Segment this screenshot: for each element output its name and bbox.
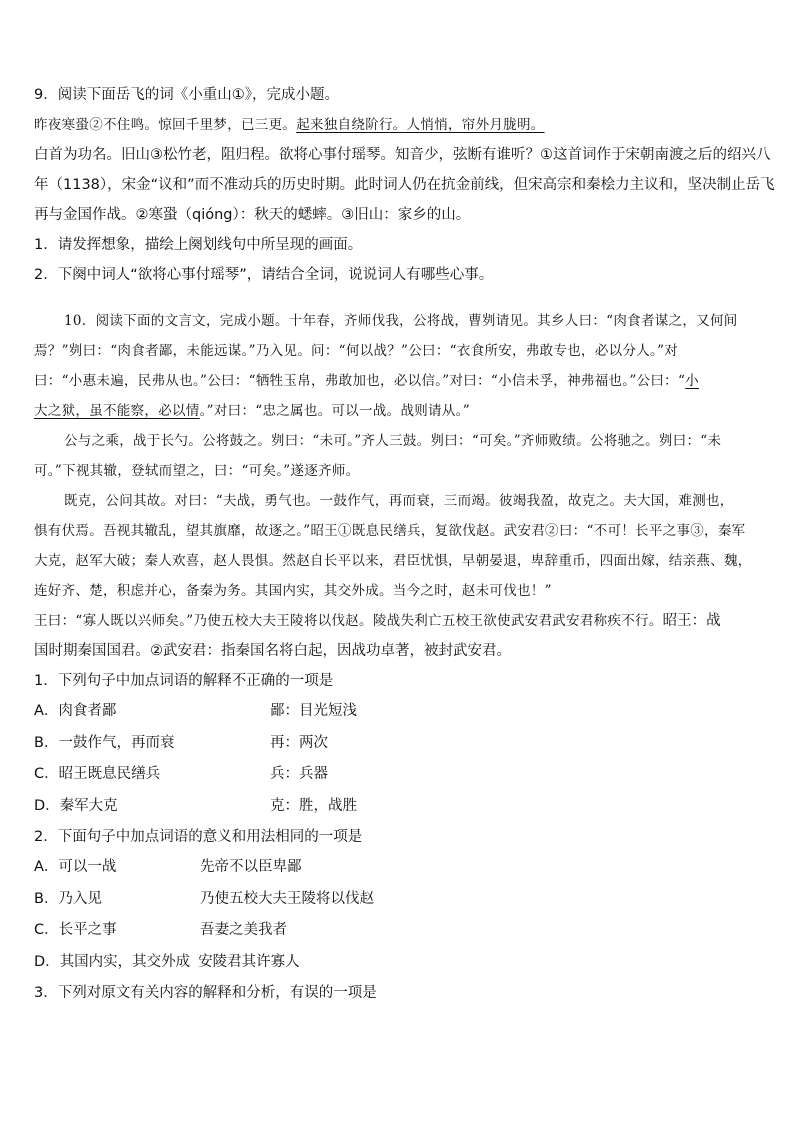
option-compare: 吾妻之美我者 bbox=[200, 922, 287, 938]
q10-q2-option-b[interactable] bbox=[34, 884, 760, 916]
q9-question-2: 2．下阕中词人“欲将心事付瑶琴”，请结合全词，说说词人有哪些心事。 bbox=[34, 267, 494, 283]
option-gloss: 兵：兵器 bbox=[270, 766, 328, 782]
option-text: C．昭王既息民缮兵 bbox=[34, 766, 161, 782]
q10-p3-line-3: 大克，赵军大破；秦人欢喜，赵人畏惧。然赵自长平以来，君臣忧惧，早朝晏退，卑辞重币，四面出嫁，结亲燕、魏， bbox=[34, 553, 752, 569]
q10-p1-underlined: 大之狱，虽不能察，必以情 bbox=[34, 403, 200, 419]
q10-p2-line-1: 公与之乘，战于长勺。公将鼓之。刿曰：“未可。”齐人三鼓。刿曰：“可矣。”齐师败绩。公将驰之。刿曰：“未 bbox=[64, 433, 722, 449]
q10-p4-line-1 bbox=[34, 606, 760, 636]
option-text: D．秦军大克 bbox=[34, 797, 118, 814]
q10-p3-line-2: 惧有伏焉。吾视其辙乱，望其旗靡，故逐之。”昭王①既息民缮兵，复欲伐赵。武安君②曰：“不可！长平之事③，秦军 bbox=[34, 523, 746, 539]
q9-question-1: 1．请发挥想象，描绘上阕划线句中所呈现的画面。 bbox=[34, 237, 363, 253]
q9-poem-line-2: 白首为功名。旧山③松竹老，阻归程。欲将心事付瑶琴。知音少，弦断有谁听？①这首词作于宋朝南渡之后的绍兴八 bbox=[34, 147, 771, 163]
q10-p4-kai: 王曰：“寡人既以兴师矣。”乃使五校大夫王陵将以伐赵。陵战失利亡五校王欲使武安君武安君称疾不行。 bbox=[34, 613, 663, 629]
q9-poem-line-1 bbox=[34, 110, 760, 140]
q10-p1-line-4-rest: 。”对曰：“忠之属也。可以一战。战则请从。” bbox=[199, 403, 470, 419]
q10-q2-option-a[interactable] bbox=[34, 852, 760, 884]
option-text: B．一鼓作气，再而衰 bbox=[34, 734, 175, 751]
section-gap bbox=[34, 290, 760, 306]
q9-intro: 9．阅读下面岳飞的词《小重山①》，完成小题。 bbox=[34, 87, 339, 103]
q9-poem-line-1-a: 昨夜寒蛩②不住鸣。惊回千里梦，已三更。 bbox=[34, 117, 297, 133]
q10-p1-line-3-text: 曰：“小惠未遍，民弗从也。”公曰：“牺牲玉帛，弗敢加也，必以信。”对曰：“小信未孚，神弗福也。”公曰：“ bbox=[34, 373, 686, 389]
option-gloss: 克：胜，战胜 bbox=[270, 797, 357, 814]
q10-p4-line-2: 国时期秦国国君。②武安君：指秦国名将白起，因战功卓著，被封武安君。 bbox=[34, 643, 511, 659]
q10-p1-line-2: 焉？”刿曰：“肉食者鄙，未能远谋。”乃入见。问：“何以战？”公曰：“衣食所安，弗敢专也，必以分人。”对 bbox=[34, 343, 679, 359]
option-text: A．肉食者鄙 bbox=[34, 703, 117, 719]
q9-note-line-1: 年（1138），宋金“议和”而不准动兵的历史时期。此时词人仍在抗金前线，但宋高宗和秦桧力主议和，坚决制止岳飞 bbox=[34, 177, 775, 193]
q10-q2-option-d[interactable] bbox=[34, 947, 760, 979]
option-compare: 先帝不以臣卑鄙 bbox=[200, 859, 302, 875]
option-compare: 乃使五校大夫王陵将以伐赵 bbox=[200, 890, 374, 907]
option-compare: 安陵君其许寡人 bbox=[198, 953, 300, 970]
option-text: C．长平之事 bbox=[34, 922, 117, 938]
option-text: A．可以一战 bbox=[34, 859, 117, 875]
q10-question-1: 1．下列句子中加点词语的解释不正确的一项是 bbox=[34, 673, 334, 689]
q10-p3-line-4: 连好齐、楚，积虑并心，备秦为务。其国内实，其交外成。当今之时，赵未可伐也！” bbox=[34, 583, 552, 599]
q10-p1-underline-start: 小 bbox=[685, 373, 699, 389]
q10-q1-option-a[interactable] bbox=[34, 696, 760, 728]
q10-q1-option-b[interactable] bbox=[34, 728, 760, 760]
q9-poem-underlined: 起来独自绕阶行。人悄悄，帘外月胧明。 bbox=[296, 117, 545, 133]
option-gloss: 鄙：目光短浅 bbox=[270, 703, 357, 719]
q10-q1-option-d[interactable] bbox=[34, 791, 760, 823]
option-text: D．其国内实，其交外成 bbox=[34, 953, 191, 970]
q10-q2-option-c[interactable] bbox=[34, 915, 760, 947]
option-text: B．乃入见 bbox=[34, 890, 102, 907]
q10-q1-option-c[interactable] bbox=[34, 759, 760, 791]
q10-p3-line-1: 既克，公问其故。对曰：“夫战，勇气也。一鼓作气，再而衰，三而竭。彼竭我盈，故克之。夫大国，难测也， bbox=[64, 493, 734, 509]
q10-p1-line-3 bbox=[34, 366, 760, 396]
q10-p1-line-4 bbox=[34, 396, 760, 426]
option-gloss: 再：两次 bbox=[270, 734, 328, 751]
q10-question-2: 2．下面句子中加点词语的意义和用法相同的一项是 bbox=[34, 829, 363, 845]
q9-note-line-2: 再与金国作战。②寒蛩（qióng）：秋天的蟋蟀。③旧山：家乡的山。 bbox=[34, 207, 471, 223]
q10-p2-line-2: 可。”下视其辙，登轼而望之，曰：“可矣。”遂逐齐师。 bbox=[34, 463, 360, 479]
q10-p4-tail: 昭王：战 bbox=[662, 613, 721, 629]
q10-question-3: 3．下列对原文有关内容的解释和分析，有误的一项是 bbox=[34, 985, 377, 1001]
q10-p1-line-1: 10．阅读下面的文言文，完成小题。十年春，齐师伐我，公将战，曹刿请见。其乡人曰：“肉食者谋之，又何间 bbox=[64, 313, 738, 329]
